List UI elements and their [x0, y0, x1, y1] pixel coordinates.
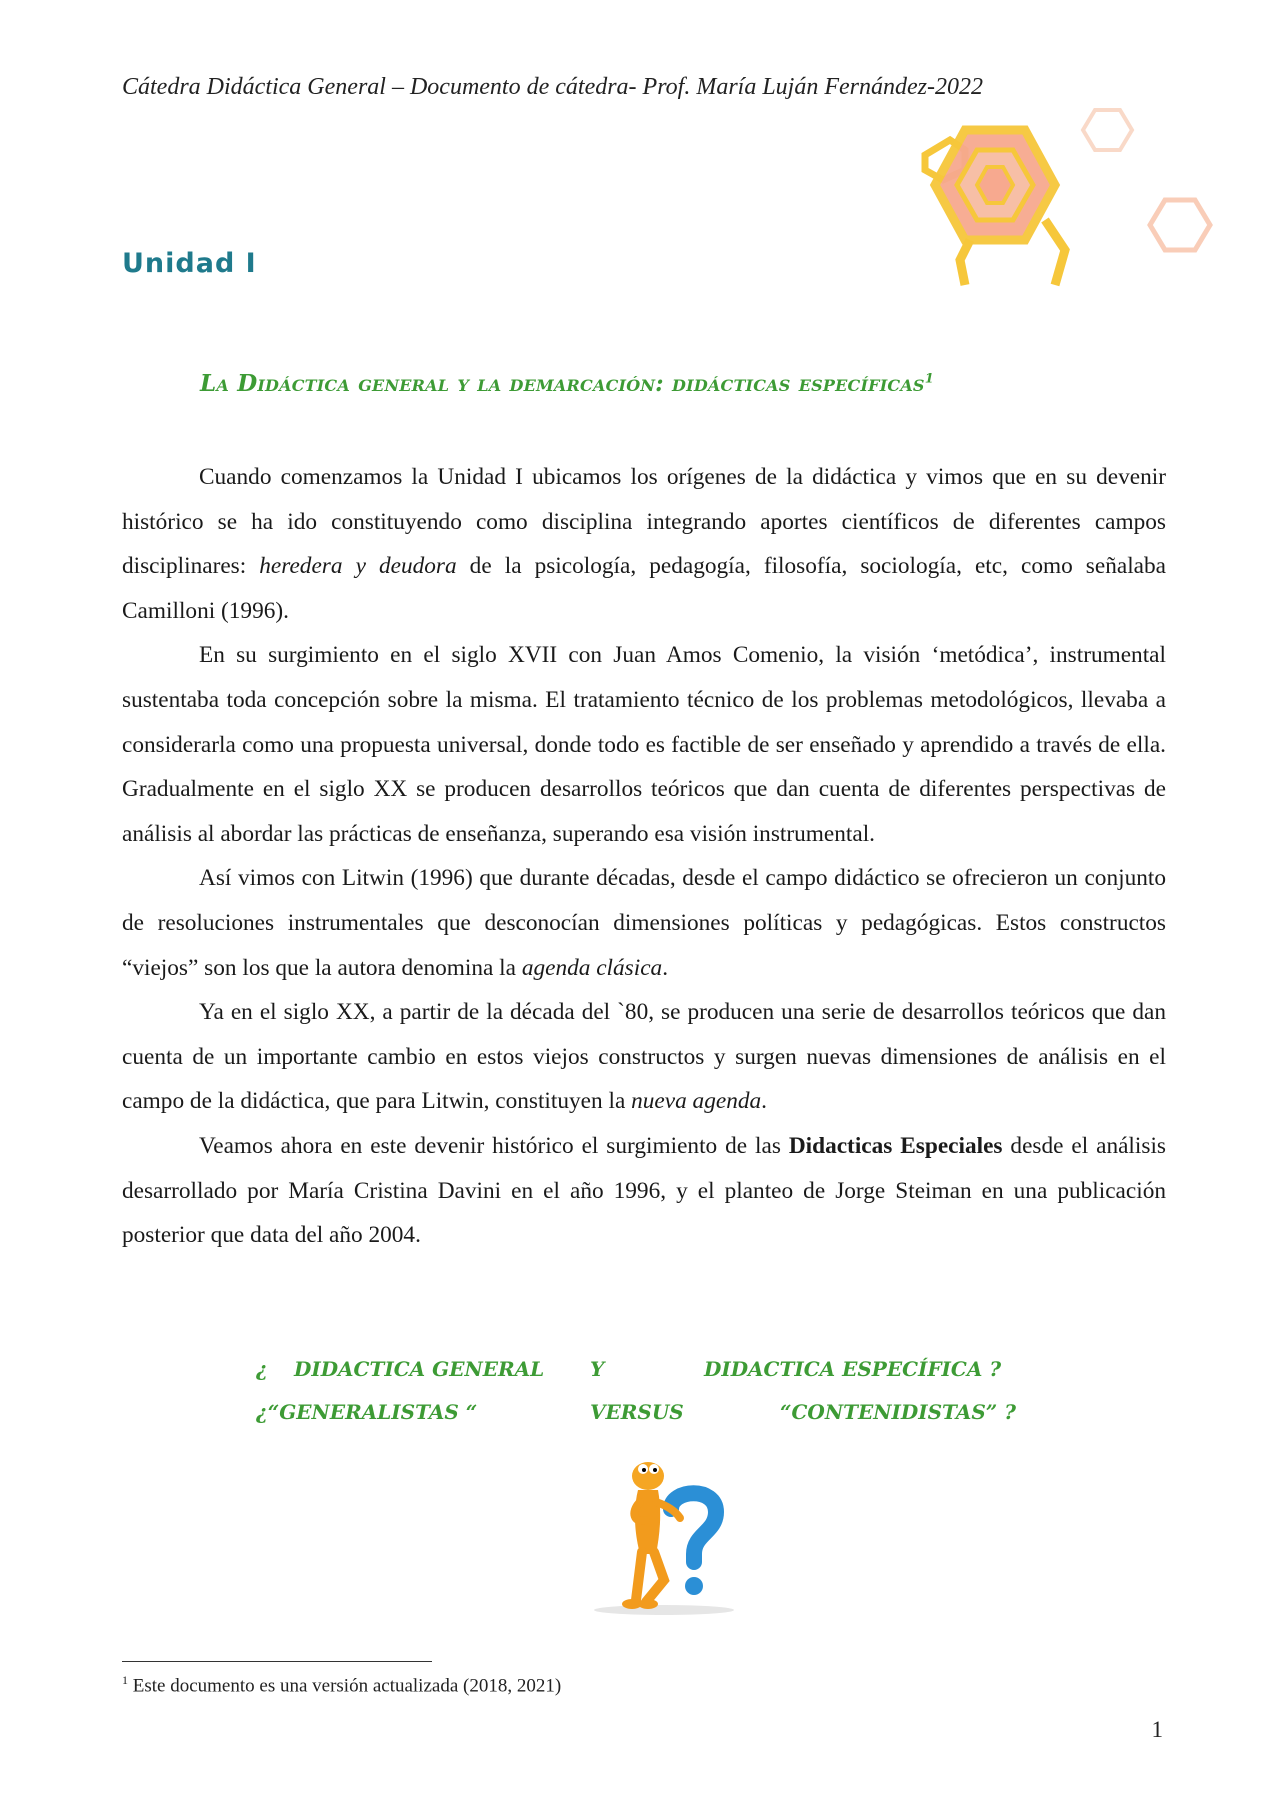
section-title — [200, 370, 934, 397]
question-grid — [256, 1357, 1056, 1443]
paragraph-5 — [122, 1124, 1166, 1258]
paragraph-2: En su surgimiento en el siglo XVII con Juan Amos Comenio, la visión ‘metódica’, instrumental sustentaba toda concepción sobre la misma. El tratamiento técnico de los problemas metodológicos, llevaba a considerarla como una propuesta universal, donde todo es factible de ser enseñado y aprendido a través de ella. Gradualmente en el siglo XX se producen desarrollos teóricos que dan cuenta de diferentes perspectivas de análisis al abordar las prácticas de enseñanza, superando esa visión instrumental. — [122, 642, 1166, 847]
paragraph-1 — [122, 455, 1166, 633]
running-header: Cátedra Didáctica General – Documento de cátedra- Prof. María Luján Fernández-2022 — [122, 74, 983, 100]
paragraph-1-text-b — [343, 553, 356, 579]
paragraph-1-emphasis-2: y deudora — [355, 553, 457, 580]
question-generalistas: ¿“GENERALISTAS “ — [256, 1400, 478, 1424]
paragraph-4-emphasis: nueva agenda — [631, 1088, 762, 1115]
question-open-mark: ¿ — [256, 1357, 268, 1381]
question-versus: VERSUS — [590, 1400, 684, 1424]
paragraph-4-text-a: Ya en el siglo XX, a partir de la década del `80, se producen una serie de desarrollos teóricos que dan cuenta de un importante cambio en estos viejos constructos y surgen nuevas dimensiones de análisis en el campo de la didáctica, que para Litwin, constituyen la — [122, 999, 1166, 1115]
page-number: 1 — [1151, 1717, 1163, 1742]
question-didactica-especifica: DIDACTICA ESPECÍFICA ? — [704, 1357, 1002, 1381]
question-contenidistas: “CONTENIDISTAS” ? — [780, 1400, 1016, 1424]
paragraph-5-strong: Didacticas Especiales — [788, 1132, 1003, 1159]
paragraph-5-text-a: Veamos ahora en este devenir histórico el surgimiento de las — [199, 1132, 789, 1159]
footnote-text: Este documento es una versión actualizada (2018, 2021) — [132, 1675, 562, 1697]
paragraph-1-emphasis-1: heredera — [259, 553, 343, 580]
body-text — [122, 455, 1166, 1258]
paragraph-1-text-a: Cuando comenzamos la Unidad I ubicamos los orígenes de la didáctica y vimos que en su devenir histórico se ha ido constituyendo como disciplina integrando aportes científicos de diferentes campos disciplinares: — [122, 464, 1166, 580]
question-didactica-general: DIDACTICA GENERAL — [294, 1357, 545, 1381]
section-title-text: La Didáctica general y la demarcación: didácticas específicas — [200, 370, 925, 397]
footnote-marker: 1 — [924, 371, 934, 387]
paragraph-3-text-b: . — [662, 954, 669, 981]
paragraph-4-text-b: . — [761, 1088, 767, 1115]
question-row-1 — [256, 1357, 1056, 1400]
paragraph-3-text-a: Así vimos con Litwin (1996) que durante décadas, desde el campo didáctico se ofrecieron un conjunto de resoluciones instrumentales que desconocían dimensiones políticas y pedagógicas. Estos constructos “viejos” son los que la autora denomina la — [122, 865, 1166, 981]
footnote-rule — [122, 1661, 432, 1662]
paragraph-4 — [122, 990, 1166, 1124]
question-row-2 — [256, 1400, 1056, 1443]
footnote-number: 1 — [122, 1673, 128, 1687]
question-y: Y — [590, 1357, 605, 1381]
paragraph-3 — [122, 856, 1166, 990]
paragraph-3-emphasis: agenda clásica — [521, 954, 663, 981]
hexagon-decoration — [895, 100, 1235, 290]
footnote — [122, 1673, 561, 1697]
paragraph-1-text-c: de la psicología, pedagogía, filosofía, sociología, etc, como señalaba Camilloni (1996). — [122, 553, 1167, 624]
unit-title: Unidad I — [122, 248, 257, 279]
paragraph-5-text-b: desde el análisis desarrollado por María Cristina Davini en el año 1996, y el planteo de Jorge Steiman en una publicación posterior que data del año 2004. — [122, 1132, 1166, 1249]
question-mark-figure — [576, 1454, 752, 1616]
